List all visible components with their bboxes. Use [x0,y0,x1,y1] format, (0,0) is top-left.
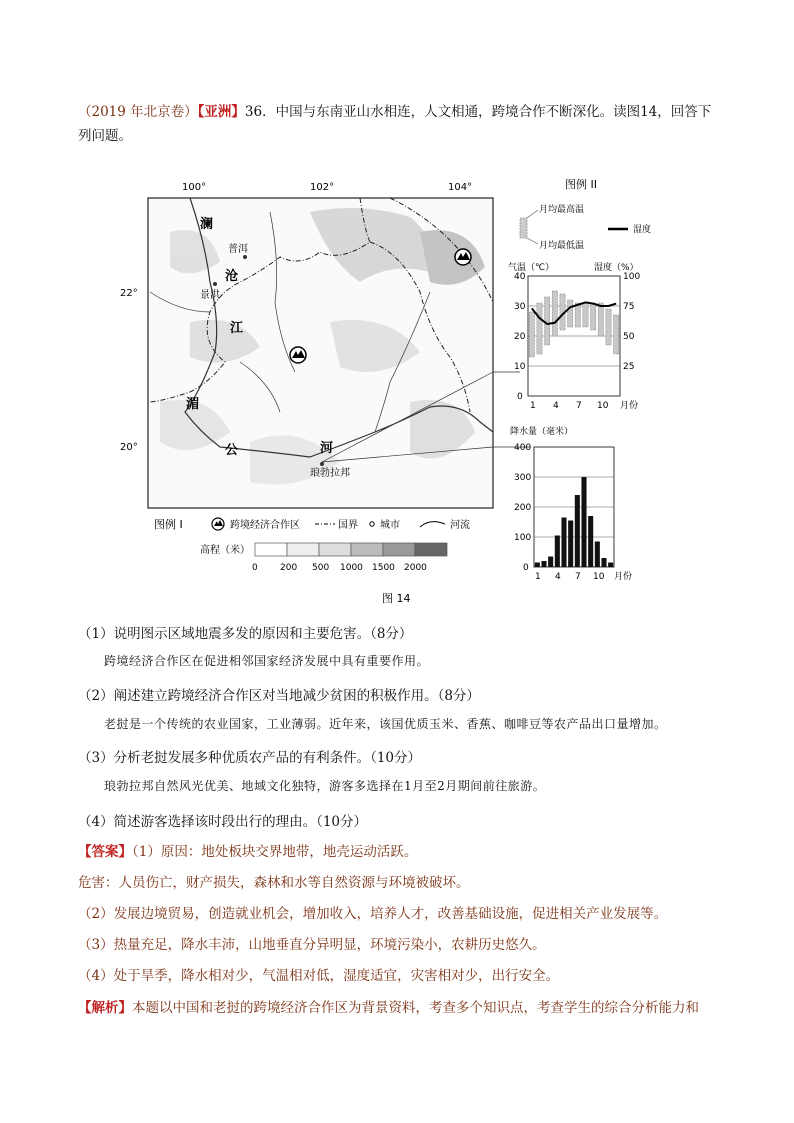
precip-bar [595,542,600,568]
temp-xtick: 4 [553,401,559,411]
answer-text: （1）原因：地处板块交界地带，地壳运动活跃。 [132,844,418,860]
question-text: 中国与东南亚山水相连，人文相通，跨境合作不断深化。读图14，回答下 [275,104,712,120]
precip-tick: 300 [514,473,532,483]
temp-range-bar [537,303,542,354]
precip-xtick: 7 [575,572,581,582]
material-3: 琅勃拉邦自然风光优美、地域文化独特，游客多选择在1月至2月期间前往旅游。 [104,779,546,793]
temp-xunit: 月份 [620,401,639,411]
precip-tick: 0 [523,563,529,573]
legend-river: 河流 [450,520,470,531]
temperature-humidity-chart [508,261,640,411]
river-char-5: 公 [225,443,239,458]
lon-label-100: 100° [182,182,207,193]
map [120,182,530,573]
answer-line-3: （2）发展边境贸易，创造就业机会，增加收入，培养人才，改善基础设施，促进相关产业发展等。 [78,906,668,922]
precip-bar [608,563,613,568]
question-text-2: 列问题。 [78,128,132,144]
subquestion-2: （2）阐述建立跨境经济合作区对当地减少贫困的积极作用。（8分） [78,688,480,704]
temp-tick: 10 [514,362,526,372]
precip-bar [561,518,566,568]
material-1: 跨境经济合作区在促进相邻国家经济发展中具有重要作用。 [104,654,430,668]
humidity-tick: 25 [623,362,635,372]
temp-range-bar [529,312,534,357]
humidity-tick: 100 [623,272,641,282]
climate-legend [520,177,651,251]
temp-range-bar [598,303,603,336]
precip-bar [535,563,540,568]
analysis-tag: 【解析】 [78,1000,132,1016]
precip-tick: 400 [514,443,532,453]
answer-line-2: 危害：人员伤亡，财产损失，森林和水等自然资源与环境被破坏。 [78,875,470,891]
precip-xtick: 1 [535,572,541,582]
place-puer: 普洱 [228,244,248,255]
precip-xtick: 4 [555,572,561,582]
precip-bar [548,557,553,568]
temp-ylabel: 气温（℃） [508,263,555,273]
precip-tick: 100 [514,533,532,543]
temp-tick: 30 [514,302,526,312]
question-number: 36． [244,104,276,120]
humidity-tick: 75 [623,302,635,312]
lon-label-104: 104° [448,182,473,193]
humidity-ylabel: 湿度（%） [594,263,639,273]
legend-max-temp: 月均最高温 [539,205,585,215]
river-char-6: 河 [320,441,334,456]
precip-bar [581,477,586,567]
precip-bar [555,536,560,568]
temp-range-bar [575,303,580,327]
city-puer-marker [243,255,247,259]
temp-xtick: 1 [530,401,536,411]
elev-tick: 1000 [340,563,363,573]
precipitation-chart [510,425,632,582]
precip-bar [575,495,580,567]
question-stem [78,100,718,148]
precip-tick: 200 [514,503,532,513]
elev-tick: 0 [252,563,258,573]
legend-title-2: 图例 II [565,178,597,191]
humidity-tick: 50 [623,332,635,342]
river-char-2: 沧 [225,269,239,284]
lat-label-22: 22° [120,288,138,299]
city-jinghong-marker [213,282,217,286]
temp-range-bar [591,303,596,330]
temp-xtick: 10 [597,401,609,411]
analysis-text: 本题以中国和老挝的跨境经济合作区为背景资料，考查多个知识点，考查学生的综合分析能力和 [132,1000,699,1016]
precip-xtick: 10 [593,572,605,582]
question-tag: 【亚洲】 [197,104,245,120]
map-legend [154,517,470,531]
legend-city: 城市 [380,520,400,531]
precip-ylabel: 降水量（毫米） [510,427,574,437]
figure-caption: 图 14 [382,592,411,605]
elev-tick: 2000 [404,563,427,573]
temp-range-bar [545,297,550,345]
answer-line-4: （3）热量充足，降水丰沛，山地垂直分异明显，环境污染小，农耕历史悠久。 [78,937,546,953]
temp-xtick: 7 [576,401,582,411]
subquestion-1: （1）说明图示区域地震多发的原因和主要危害。（8分） [78,626,413,642]
elevation-scale [200,543,447,573]
cooperation-zone-icon [290,347,306,363]
lon-label-102: 102° [310,182,335,193]
elev-tick: 200 [280,563,298,573]
material-2: 老挝是一个传统的农业国家，工业薄弱。近年来，该国优质玉米、香蕉、咖啡豆等农产品出口量增加。 [104,717,667,731]
legend-zone: 跨境经济合作区 [230,520,300,531]
cooperation-zone-icon [455,249,471,265]
answer-line-1 [78,840,417,860]
temp-range-bar [614,315,619,354]
precip-bar [601,558,606,567]
precip-bar [588,516,593,567]
temp-tick: 0 [517,392,523,402]
answer-line-5: （4）处于旱季，降水相对少，气温相对低，湿度适宜，灾害相对少，出行安全。 [78,968,560,984]
figure-14 [120,172,665,612]
temp-tick: 40 [514,272,526,282]
river-char-3: 江 [230,321,244,336]
river-char-1: 澜 [200,217,214,232]
legend-min-temp: 月均最低温 [539,241,585,251]
elev-title: 高程（米） [200,545,250,556]
place-luangprabang: 琅勃拉邦 [310,468,350,479]
subquestion-3: （3）分析老挝发展多种优质农产品的有利条件。（10分） [78,750,422,766]
temp-range-bar [552,291,557,336]
elev-tick: 500 [312,563,330,573]
precip-xunit: 月份 [614,572,633,582]
subquestion-4: （4）简述游客选择该时段出行的理由。（10分） [78,814,368,830]
city-luangprabang-marker [320,462,324,466]
river-char-4: 湄 [186,397,200,412]
precip-bar [568,521,573,568]
legend-humidity: 湿度 [633,225,652,235]
legend-border: 国界 [338,520,358,531]
precip-bar [541,561,546,567]
lat-label-20: 20° [120,442,138,453]
answer-tag: 【答案】 [78,844,132,860]
temp-range-bar [606,309,611,345]
legend-title-1: 图例 I [154,518,183,531]
place-jinghong: 景洪 [200,290,220,301]
temp-tick: 20 [514,332,526,342]
analysis-line [78,996,728,1016]
temp-range-bar [568,300,573,327]
temp-range-bar [583,303,588,327]
question-source: （2019 年北京卷） [78,104,198,120]
elev-tick: 1500 [372,563,395,573]
